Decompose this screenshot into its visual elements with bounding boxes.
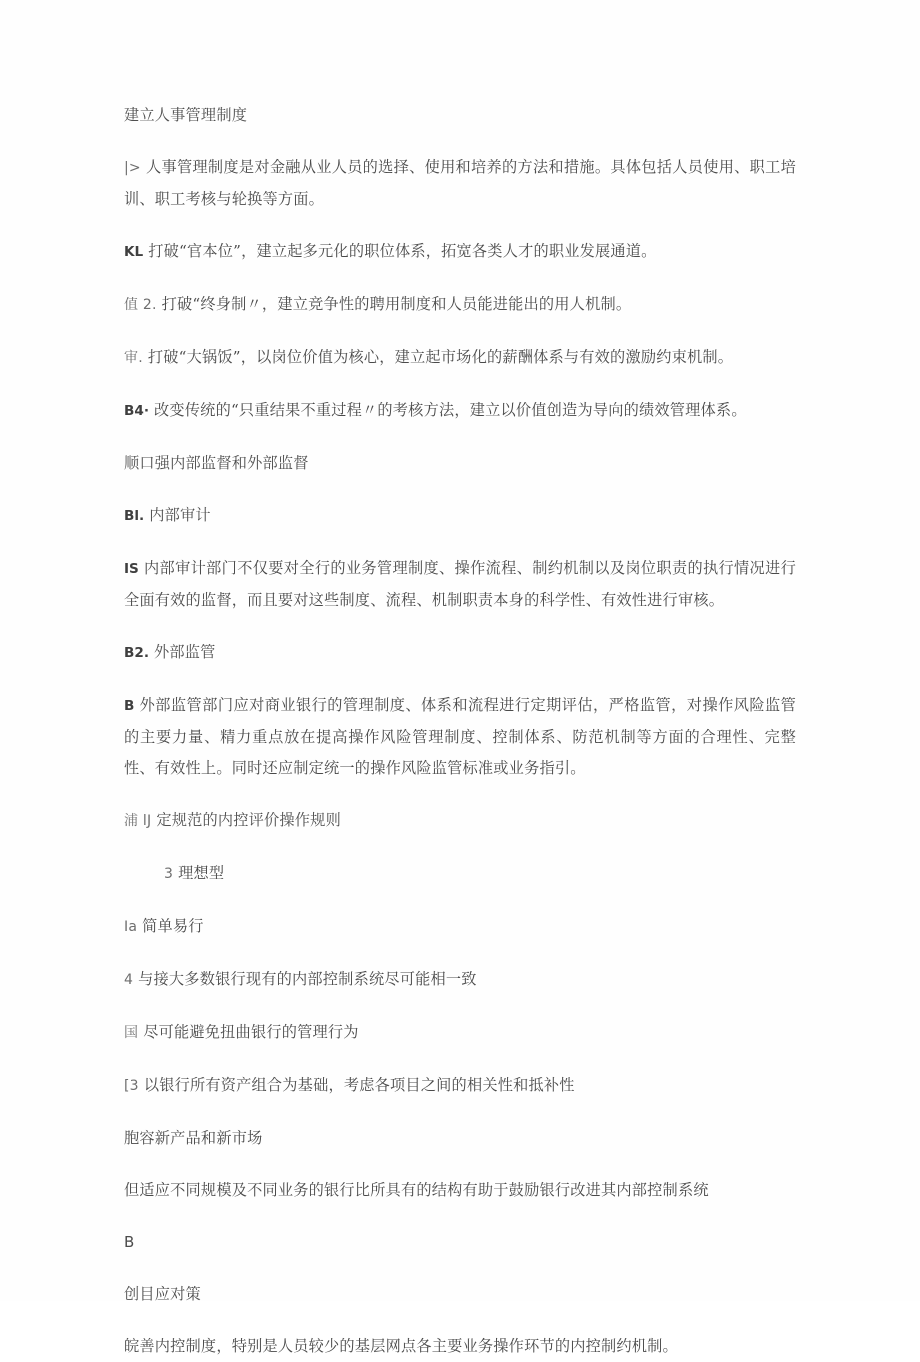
paragraph-accommodate-new-products	[124, 1123, 796, 1154]
paragraph-avoid-distorting-management	[124, 1017, 796, 1049]
paragraph-personnel-system-definition-prefix: |>	[124, 160, 141, 176]
paragraph-simple-and-easy	[124, 911, 796, 943]
heading-countermeasures-text: 创目应对策	[124, 1285, 201, 1303]
paragraph-avoid-distorting-management-text: 尽可能避免扭曲银行的管理行为	[143, 1023, 359, 1041]
heading-internal-control-evaluation-rules	[124, 805, 796, 837]
paragraph-letter-b-marker-text: B	[124, 1233, 135, 1251]
heading-ideal-type	[124, 858, 796, 890]
paragraph-consistent-with-existing-systems	[124, 964, 796, 996]
paragraph-simple-and-easy-prefix: Ia	[124, 919, 138, 935]
paragraph-break-egalitarianism	[124, 342, 796, 374]
paragraph-internal-audit-detail	[124, 553, 796, 616]
paragraph-break-official-rank	[124, 236, 796, 268]
paragraph-personnel-system-definition	[124, 152, 796, 215]
heading-internal-control-evaluation-rules-text: 定规范的内控评价操作规则	[156, 811, 341, 829]
heading-ideal-type-prefix: 3	[164, 866, 174, 882]
paragraph-break-official-rank-prefix: KL	[124, 244, 144, 260]
paragraph-break-lifetime-employment-prefix: 值 2.	[124, 297, 157, 313]
paragraph-internal-audit-detail-text: 内部审计部门不仅要对全行的业务管理制度、操作流程、制约机制以及岗位职责的执行情况进行全面有效的监督，而且要对这些制度、流程、机制职责本身的科学性、有效性进行审核。	[124, 559, 796, 609]
paragraph-external-supervision-detail-prefix: B	[124, 698, 135, 714]
document-text-body	[124, 100, 796, 1362]
heading-external-supervision	[124, 637, 796, 669]
paragraph-consistent-with-existing-systems-prefix: 4	[124, 972, 134, 988]
heading-strengthen-internal-external-supervision-text: 顺口强内部监督和外部监督	[124, 454, 309, 472]
paragraph-improve-internal-control-system	[124, 1331, 796, 1362]
paragraph-letter-b-marker	[124, 1227, 796, 1258]
heading-external-supervision-prefix: B2.	[124, 645, 149, 661]
heading-countermeasures	[124, 1279, 796, 1310]
paragraph-external-supervision-detail-text: 外部监管部门应对商业银行的管理制度、体系和流程进行定期评估，严格监管，对操作风险监管的主要力量、精力重点放在提高操作风险管理制度、控制体系、防范机制等方面的合理性、完整性、有效性上。同时还应制定统一的操作风险监管标准或业务指引。	[124, 696, 796, 777]
heading-internal-audit	[124, 500, 796, 532]
heading-establish-personnel-system	[124, 100, 796, 131]
paragraph-avoid-distorting-management-prefix: 国	[124, 1025, 139, 1041]
heading-internal-audit-text: 内部审计	[149, 506, 211, 524]
heading-internal-control-evaluation-rules-prefix: 浦 lJ	[124, 813, 152, 829]
paragraph-break-official-rank-text: 打破“官本位”，建立起多元化的职位体系，拓宽各类人才的职业发展通道。	[148, 242, 657, 260]
paragraph-break-egalitarianism-text: 打破“大锅饭”，以岗位价值为核心，建立起市场化的薪酬体系与有效的激励约束机制。	[147, 348, 734, 366]
paragraph-break-lifetime-employment	[124, 289, 796, 321]
paragraph-asset-portfolio-basis	[124, 1070, 796, 1102]
paragraph-improve-internal-control-system-text: 皖善内控制度，特别是人员较少的基层网点各主要业务操作环节的内控制约机制。	[124, 1337, 678, 1355]
paragraph-change-assessment-method	[124, 395, 796, 427]
heading-ideal-type-text: 理想型	[178, 864, 225, 882]
paragraph-change-assessment-method-text: 改变传统的“只重结果不重过程〃的考核方法，建立以价值创造为导向的绩效管理体系。	[154, 401, 747, 419]
heading-establish-personnel-system-text: 建立人事管理制度	[124, 106, 248, 124]
paragraph-adapt-different-scales-text: 但适应不同规模及不同业务的银行比所具有的结构有助于鼓励银行改进其内部控制系统	[124, 1181, 709, 1199]
heading-strengthen-internal-external-supervision	[124, 448, 796, 479]
heading-internal-audit-prefix: Bl.	[124, 508, 145, 524]
paragraph-break-lifetime-employment-text: 打破“终身制〃，建立竞争性的聘用制度和人员能进能出的用人机制。	[161, 295, 632, 313]
paragraph-accommodate-new-products-text: 胞容新产品和新市场	[124, 1129, 263, 1147]
paragraph-adapt-different-scales	[124, 1175, 796, 1206]
paragraph-simple-and-easy-text: 简单易行	[142, 917, 204, 935]
paragraph-change-assessment-method-prefix: B4·	[124, 403, 149, 419]
paragraph-break-egalitarianism-prefix: 审.	[124, 350, 143, 366]
paragraph-personnel-system-definition-text: 人事管理制度是对金融从业人员的选择、使用和培养的方法和措施。具体包括人员使用、职工培训、职工考核与轮换等方面。	[124, 158, 796, 208]
paragraph-external-supervision-detail	[124, 690, 796, 784]
paragraph-asset-portfolio-basis-prefix: [3	[124, 1078, 139, 1094]
heading-external-supervision-text: 外部监管	[154, 643, 216, 661]
paragraph-consistent-with-existing-systems-text: 与接大多数银行现有的内部控制系统尽可能相一致	[138, 970, 477, 988]
paragraph-asset-portfolio-basis-text: 以银行所有资产组合为基础，考虑各项目之间的相关性和抵补性	[143, 1076, 575, 1094]
paragraph-internal-audit-detail-prefix: IS	[124, 561, 139, 577]
